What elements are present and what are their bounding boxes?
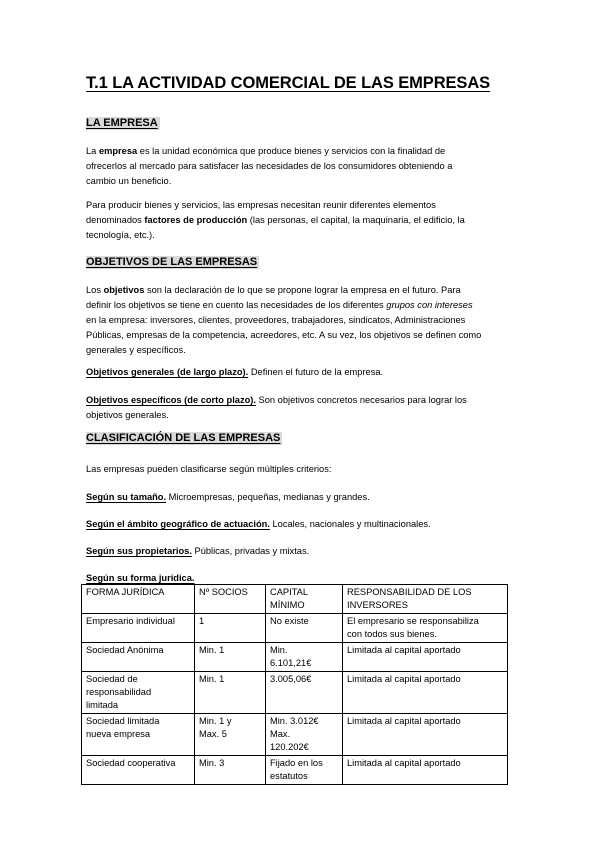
table-cell: Limitada al capital aportado: [343, 714, 508, 756]
criterio-tamano: Según su tamaño. Microempresas, pequeñas, medianas y grandes.: [86, 492, 370, 502]
table-cell: Min. 1: [195, 643, 266, 672]
criterio-propietarios: Según sus propietarios. Públicas, privadas y mixtas.: [86, 546, 310, 556]
table-cell: Min. 3: [195, 756, 266, 785]
section-heading-clasificacion: CLASIFICACIÓN DE LAS EMPRESAS: [86, 432, 281, 444]
table-cell: Sociedad de responsabilidad limitada: [82, 672, 195, 714]
table-cell: No existe: [266, 614, 343, 643]
table-header-cell: RESPONSABILIDAD DE LOS INVERSORES: [343, 585, 508, 614]
empresa-paragraph-1: La empresa es la unidad económica que produce bienes y servicios con la finalidad de ofrecerlos al mercado para satisfacer las necesidades de los consumidores obteniendo a cambio un beneficio.: [86, 146, 453, 186]
objetivos-generales: Objetivos generales (de largo plazo). Definen el futuro de la empresa.: [86, 367, 384, 377]
forma-juridica-table: [81, 584, 508, 785]
table-cell: Sociedad Anónima: [82, 643, 195, 672]
table-cell: Min. 1: [195, 672, 266, 714]
table-cell: Min. 3.012€ Max. 120.202€: [266, 714, 343, 756]
criterio-forma-juridica: Según su forma jurídica.: [86, 573, 195, 583]
table-row: [82, 672, 508, 714]
table-header-row: [82, 585, 508, 614]
table-row: [82, 643, 508, 672]
table-cell: 3.005,06€: [266, 672, 343, 714]
table-row: [82, 714, 508, 756]
table-cell: Min. 6.101,21€: [266, 643, 343, 672]
table-cell: Sociedad limitada nueva empresa: [82, 714, 195, 756]
table-cell: Limitada al capital aportado: [343, 643, 508, 672]
table-row: [82, 756, 508, 785]
table-cell: Limitada al capital aportado: [343, 672, 508, 714]
page-title: T.1 LA ACTIVIDAD COMERCIAL DE LAS EMPRESAS: [86, 74, 491, 92]
criterio-ambito: Según el ámbito geográfico de actuación. Locales, nacionales y multinacionales.: [86, 519, 431, 529]
table-cell: Empresario individual: [82, 614, 195, 643]
table-cell: Limitada al capital aportado: [343, 756, 508, 785]
section-heading-empresa: LA EMPRESA: [86, 117, 158, 129]
clasificacion-intro: Las empresas pueden clasificarse según múltiples criterios:: [86, 464, 332, 474]
empresa-paragraph-2: Para producir bienes y servicios, las empresas necesitan reunir diferentes elementos denominados factores de producción (las personas, el capital, la maquinaria, el edificio, la tecnología, etc.).: [86, 200, 465, 240]
table-header-cell: FORMA JURÍDICA: [82, 585, 195, 614]
table-cell: El empresario se responsabiliza con todos sus bienes.: [343, 614, 508, 643]
table-cell: Min. 1 y Max. 5: [195, 714, 266, 756]
table-cell: Sociedad cooperativa: [82, 756, 195, 785]
table-cell: Fijado en los estatutos: [266, 756, 343, 785]
section-heading-objetivos: OBJETIVOS DE LAS EMPRESAS: [86, 256, 258, 268]
table-cell: 1: [195, 614, 266, 643]
table-row: [82, 614, 508, 643]
table-header-cell: CAPITAL MÍNIMO: [266, 585, 343, 614]
table-header-cell: Nº SOCIOS: [195, 585, 266, 614]
objetivos-paragraph: Los objetivos son la declaración de lo que se propone lograr la empresa en el futuro. Para definir los objetivos se tiene en cuento las necesidades de los diferentes grupos con intereses en la empresa: inversores, clientes, proveedores, trabajadores, sindicatos, Administraciones Públicas, empresas de la competencia, acreedores, etc. A su vez, los objetivos se definen como generales y específicos.: [86, 285, 482, 355]
objetivos-especificos: Objetivos específicos (de corto plazo). Son objetivos concretos necesarios para lograr los objetivos generales.: [86, 395, 467, 420]
